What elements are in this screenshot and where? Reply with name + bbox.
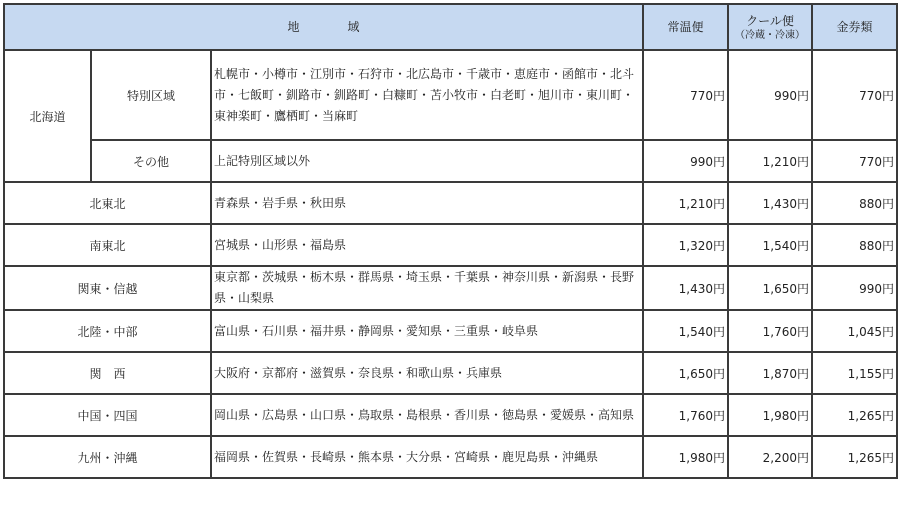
table-row: [4, 436, 897, 478]
price-normal: 1,540円: [643, 310, 728, 352]
header-normal: 常温便: [643, 4, 728, 50]
table-row: [4, 266, 897, 310]
price-cool: 1,760円: [728, 310, 812, 352]
table-row: [4, 140, 897, 182]
price-voucher: 1,045円: [812, 310, 897, 352]
table-row: [4, 310, 897, 352]
header-cool-sub: （冷蔵・冷凍）: [735, 29, 806, 41]
region-cell: 北陸・中部: [4, 310, 211, 352]
table-row: [4, 394, 897, 436]
table-row: [4, 224, 897, 266]
price-cool: 1,210円: [728, 140, 812, 182]
region-cell: 北東北: [4, 182, 211, 224]
region-cell: 中国・四国: [4, 394, 211, 436]
price-voucher: 1,155円: [812, 352, 897, 394]
price-cool: 1,980円: [728, 394, 812, 436]
price-normal: 1,430円: [643, 266, 728, 310]
price-normal: 1,320円: [643, 224, 728, 266]
region-cell: 北海道: [4, 50, 91, 182]
price-voucher: 880円: [812, 182, 897, 224]
price-normal: 770円: [643, 50, 728, 140]
price-voucher: 770円: [812, 140, 897, 182]
subregion-cell: 特別区域: [91, 50, 211, 140]
header-cool-label: クール便: [746, 13, 794, 28]
price-voucher: 770円: [812, 50, 897, 140]
region-cell: 関 西: [4, 352, 211, 394]
area-cell: 富山県・石川県・福井県・静岡県・愛知県・三重県・岐阜県: [211, 310, 643, 352]
price-voucher: 880円: [812, 224, 897, 266]
shipping-rate-table: [3, 3, 898, 479]
area-cell: 東京都・茨城県・栃木県・群馬県・埼玉県・千葉県・神奈川県・新潟県・長野県・山梨県: [211, 266, 643, 310]
price-cool: 1,650円: [728, 266, 812, 310]
area-cell: 大阪府・京都府・滋賀県・奈良県・和歌山県・兵庫県: [211, 352, 643, 394]
price-cool: 1,430円: [728, 182, 812, 224]
header-row: [4, 4, 897, 50]
area-cell: 福岡県・佐賀県・長崎県・熊本県・大分県・宮崎県・鹿児島県・沖縄県: [211, 436, 643, 478]
area-cell: 札幌市・小樽市・江別市・石狩市・北広島市・千歳市・恵庭市・函館市・北斗市・七飯町・釧路市・釧路町・白糠町・苫小牧市・白老町・旭川市・東川町・東神楽町・鷹栖町・当麻町: [211, 50, 643, 140]
price-cool: 990円: [728, 50, 812, 140]
area-cell: 青森県・岩手県・秋田県: [211, 182, 643, 224]
table-row: [4, 352, 897, 394]
subregion-cell: その他: [91, 140, 211, 182]
price-cool: 1,540円: [728, 224, 812, 266]
region-cell: 九州・沖縄: [4, 436, 211, 478]
price-voucher: 1,265円: [812, 436, 897, 478]
header-region: 地 域: [4, 4, 643, 50]
price-cool: 1,870円: [728, 352, 812, 394]
header-cool: [728, 4, 812, 50]
price-normal: 1,980円: [643, 436, 728, 478]
price-normal: 1,210円: [643, 182, 728, 224]
table-row: [4, 182, 897, 224]
table-row: [4, 50, 897, 140]
header-voucher: 金券類: [812, 4, 897, 50]
region-cell: 関東・信越: [4, 266, 211, 310]
region-cell: 南東北: [4, 224, 211, 266]
area-cell: 宮城県・山形県・福島県: [211, 224, 643, 266]
area-cell: 上記特別区域以外: [211, 140, 643, 182]
price-normal: 990円: [643, 140, 728, 182]
price-voucher: 1,265円: [812, 394, 897, 436]
price-voucher: 990円: [812, 266, 897, 310]
price-normal: 1,760円: [643, 394, 728, 436]
area-cell: 岡山県・広島県・山口県・鳥取県・島根県・香川県・徳島県・愛媛県・高知県: [211, 394, 643, 436]
price-normal: 1,650円: [643, 352, 728, 394]
price-cool: 2,200円: [728, 436, 812, 478]
